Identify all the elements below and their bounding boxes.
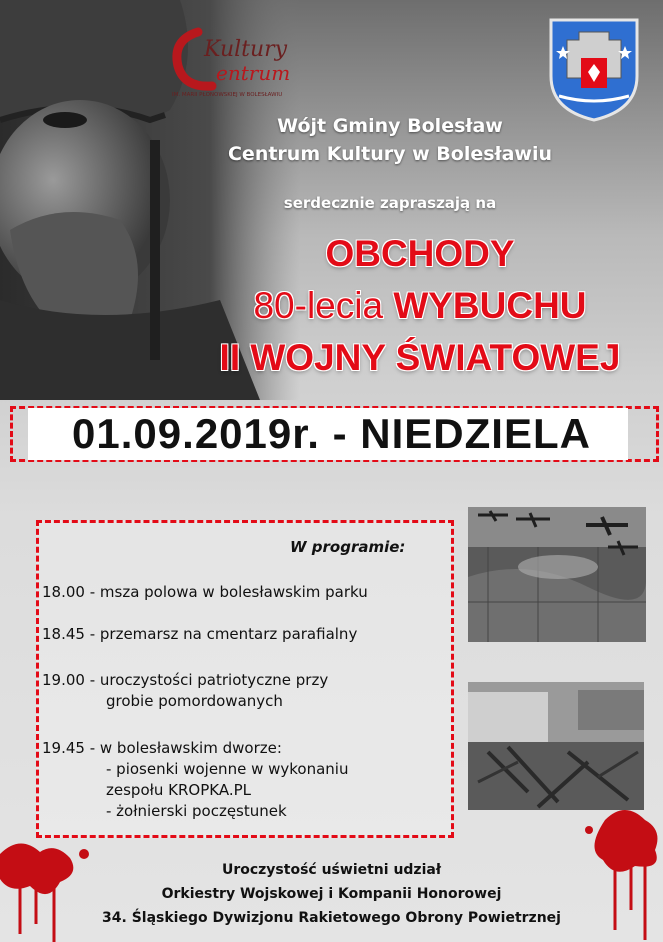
invitation-text: serdecznie zapraszają na [283, 194, 497, 212]
title-line-2 [180, 280, 660, 332]
title-line-3: II WOJNY ŚWIATOWEJ [219, 337, 621, 378]
program-subitem: zespołu KROPKA.PL [106, 781, 252, 799]
program-item [42, 624, 357, 645]
program-item-text: 19.45 - w bolesławskim dworze: [42, 739, 282, 757]
title-anniversary: 80-lecia [253, 285, 384, 326]
host-line-2: Centrum Kultury w Bolesławiu [227, 143, 553, 165]
svg-text:entrum: entrum [216, 61, 291, 85]
program-subitem: - żołnierski poczęstunek [106, 802, 287, 820]
program-heading: W programie: [290, 538, 406, 556]
event-title [180, 228, 660, 384]
program-item [42, 582, 368, 603]
program-item [42, 670, 328, 712]
program-item-continuation: grobie pomordowanych [106, 692, 283, 710]
svg-text:IM. MARII PŁONOWSKIEJ W BOLESŁ: IM. MARII PŁONOWSKIEJ W BOLESŁAWIU [172, 92, 283, 98]
host-line-1: Wójt Gminy Bolesław [277, 115, 503, 137]
program-subitem: - piosenki wojenne w wykonaniu [106, 760, 349, 778]
coat-of-arms-icon [549, 18, 639, 122]
footer [0, 858, 663, 930]
hosts [220, 112, 560, 168]
footer-line-1: Uroczystość uświetni udział [221, 862, 442, 878]
program-item-text: 18.45 - przemarsz na cmentarz parafialny [42, 625, 358, 643]
program-item-text: 19.00 - uroczystości patriotyczne przy [42, 671, 329, 689]
centrum-kultury-logo [168, 26, 313, 98]
title-outbreak: WYBUCHU [393, 285, 587, 326]
event-date: 01.09.2019r. - NIEDZIELA [72, 410, 591, 457]
program-item-text: 18.00 - msza polowa w bolesławskim parku [42, 583, 368, 601]
svg-text:Kultury: Kultury [204, 37, 288, 62]
footer-line-3: 34. Śląskiego Dywizjonu Rakietowego Obrony Powietrznej [102, 910, 561, 926]
title-line-1: OBCHODY [325, 233, 515, 274]
bombers-photo [468, 507, 646, 642]
footer-line-2: Orkiestry Wojskowej i Kompanii Honorowej [161, 886, 502, 902]
ruins-photo [468, 682, 644, 810]
program-item [42, 738, 348, 822]
